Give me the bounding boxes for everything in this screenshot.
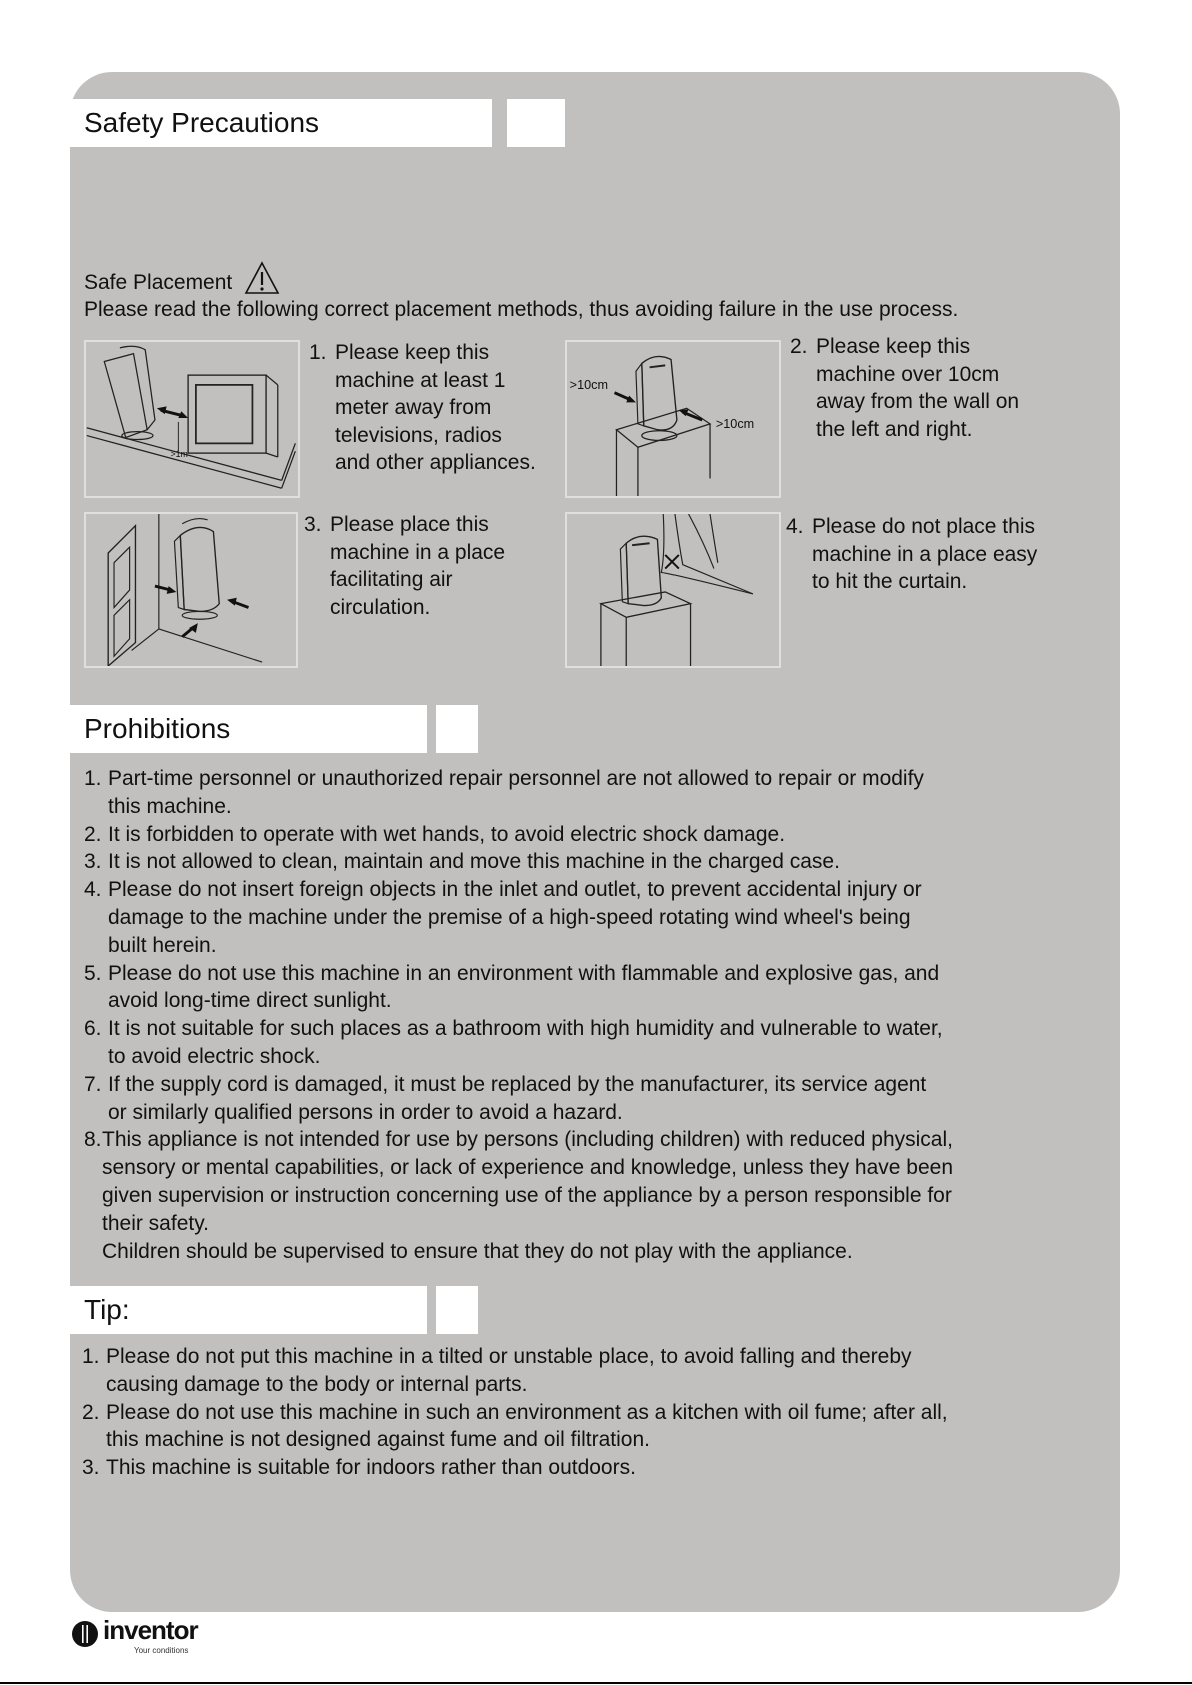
warning-icon <box>244 261 280 295</box>
header-decor-box <box>436 1286 478 1334</box>
tip-item: 2. Please do not use this machine in such an environment as a kitchen with oil fume; after all, this machine is not designed against fume and oil filtration. <box>82 1400 948 1452</box>
brand-logo <box>70 1615 210 1655</box>
tip-item: 1. Please do not put this machine in a tilted or unstable place, to avoid falling and thereby causing damage to the body or internal parts. <box>82 1345 912 1396</box>
placement-intro: Please read the following correct placement methods, thus avoiding failure in the use process. <box>84 298 959 321</box>
prohibition-item: 5. Please do not use this machine in an environment with flammable and explosive gas, and avoid long-time direct sunlight. <box>84 961 940 1013</box>
page-bottom-rule <box>0 1682 1192 1684</box>
brand-name: inventor <box>103 1615 198 1645</box>
purifier-tv-illustration <box>86 342 298 496</box>
figure-wall-distance <box>565 340 781 498</box>
safety-precautions-title: Safety Precautions <box>70 99 492 147</box>
figure-curtain <box>565 512 781 668</box>
left-distance-label: >10cm <box>569 377 609 392</box>
figure-3-caption: 3. Please place this machine in a place facilitating air circulation. <box>304 513 506 619</box>
figure-1-caption: 1. Please keep this machine at least 1 meter away from televisions, radios and other appliances. <box>309 341 536 475</box>
purifier-corner-illustration <box>86 514 296 666</box>
purifier-wall-illustration <box>567 342 779 496</box>
prohibitions-title: Prohibitions <box>70 705 427 753</box>
distance-label: >1m <box>170 449 188 460</box>
figure-4-caption: 4. Please do not place this machine in a place easy to hit the curtain. <box>786 515 1038 594</box>
figure-tv-distance <box>84 340 300 498</box>
tip-title: Tip: <box>70 1286 427 1334</box>
header-decor-box <box>436 705 478 753</box>
logo-mark-icon <box>70 1619 100 1649</box>
header-decor-box <box>507 99 565 147</box>
tip-item: 3. This machine is suitable for indoors rather than outdoors. <box>82 1456 636 1480</box>
brand-tagline: Your conditions <box>134 1646 189 1655</box>
prohibition-item: 6. It is not suitable for such places as a bathroom with high humidity and vulnerable to water, to avoid electric shock. <box>84 1017 943 1068</box>
prohibition-item: 8.This appliance is not intended for use by persons (including children) with reduced physical, sensory or mental capabilities, or lack of experience and knowledge, unless they have been given supervision or instruction concerning use of the appliance by a person responsible for their safety. Children should be supervised to ensure that they do not play with the appliance. <box>84 1128 954 1263</box>
prohibition-item: 7. If the supply cord is damaged, it must be replaced by the manufacturer, its service agent or similarly qualified persons in order to avoid a hazard. <box>84 1072 927 1124</box>
purifier-curtain-illustration <box>567 514 779 666</box>
figure-2-caption: 2. Please keep this machine over 10cm away from the wall on the left and right. <box>790 335 1020 441</box>
right-distance-label: >10cm <box>715 416 755 431</box>
prohibition-item: 4. Please do not insert foreign objects in the inlet and outlet, to prevent accidental injury or damage to the machine under the premise of a high-speed rotating wind wheel's being built herein. <box>84 878 922 957</box>
prohibition-item: 2. It is forbidden to operate with wet hands, to avoid electric shock damage. <box>84 822 786 846</box>
prohibition-item: 1. Part-time personnel or unauthorized repair personnel are not allowed to repair or modify this machine. <box>84 767 924 818</box>
safe-placement-heading: Safe Placement <box>84 261 280 297</box>
figure-air-circulation <box>84 512 298 668</box>
prohibition-item: 3. It is not allowed to clean, maintain and move this machine in the charged case. <box>84 850 840 874</box>
